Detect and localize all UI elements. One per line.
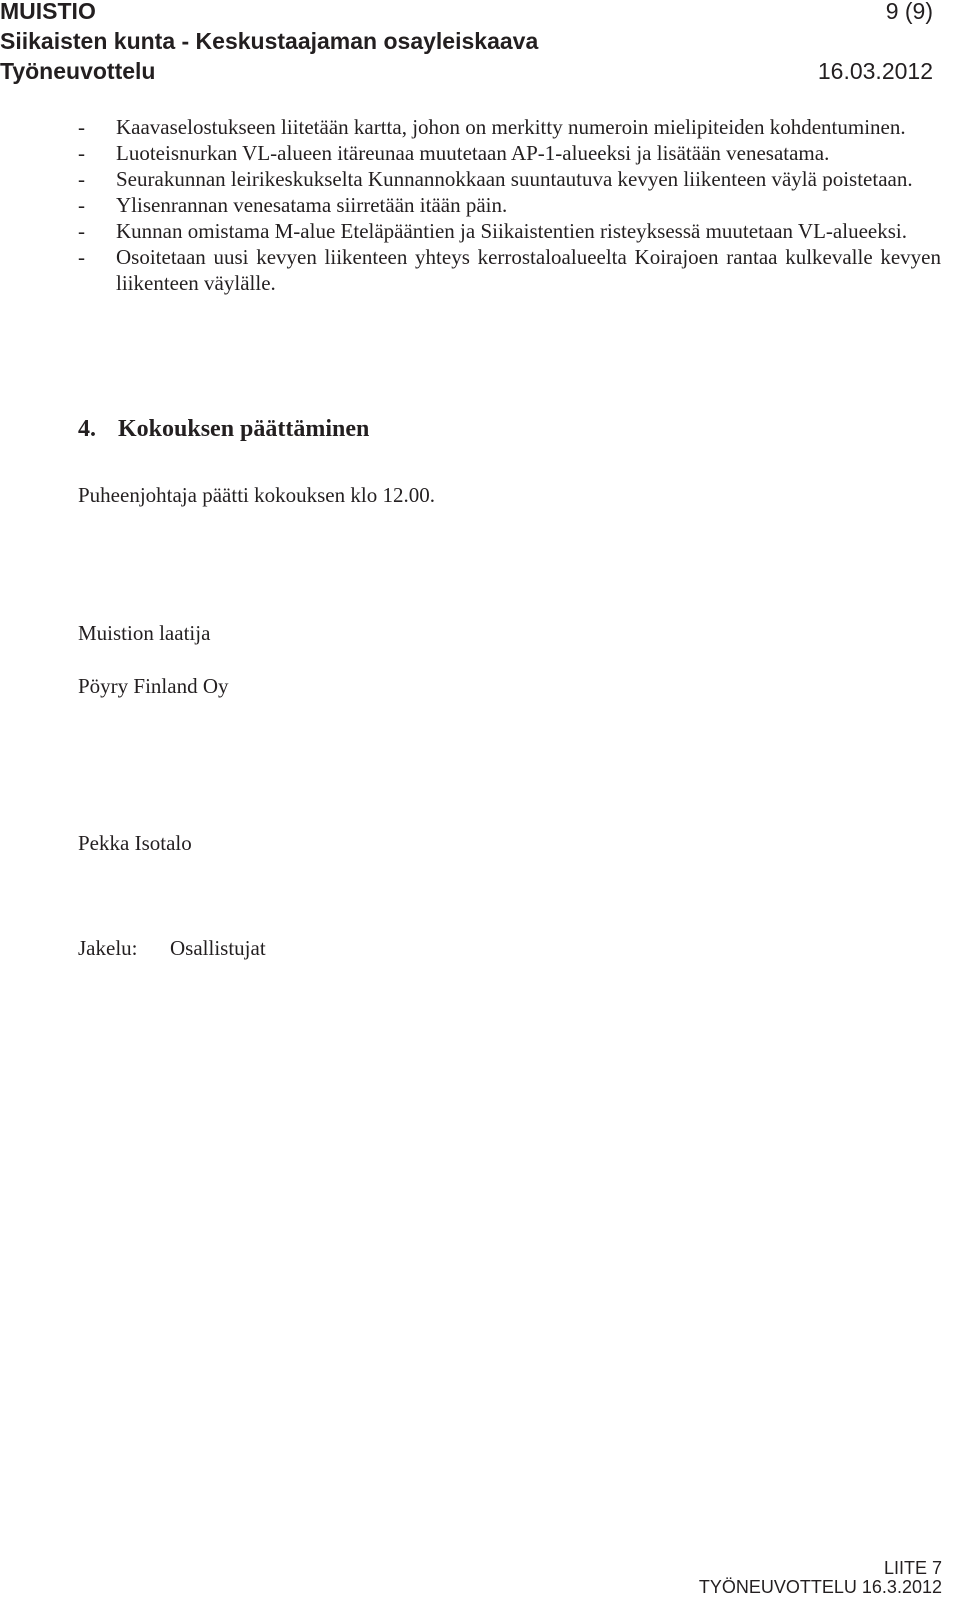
- list-item: [78, 166, 941, 192]
- distribution-value: Osallistujat: [170, 936, 266, 960]
- section-title: Kokouksen päättäminen: [118, 416, 370, 442]
- list-item-text: Seurakunnan leirikeskukselta Kunnannokkaan suuntautuva kevyen liikenteen väylä poistetaan.: [116, 167, 913, 191]
- meeting-title: Työneuvottelu: [0, 58, 156, 84]
- distribution-line: [78, 935, 266, 961]
- attachment-label: LIITE 7: [883, 1558, 942, 1578]
- author-company: Pöyry Finland Oy: [78, 674, 229, 698]
- list-item-text: Kaavaselostukseen liitetään kartta, johon on merkitty numeroin mielipiteiden kohdentuminen.: [116, 115, 906, 139]
- bullet-dash: -: [78, 167, 85, 191]
- list-item: [78, 140, 941, 166]
- author-name: Pekka Isotalo: [78, 831, 192, 855]
- list-item: [78, 244, 941, 296]
- list-item-text: Osoitetaan uusi kevyen liikenteen yhteys kerrostaloalueelta Koirajoen rantaa kulkevalle kevyen liikenteen väylälle.: [116, 245, 941, 295]
- bullet-dash: -: [78, 245, 85, 269]
- list-item-text: Ylisenrannan venesatama siirretään itään päin.: [116, 193, 508, 217]
- footer-reference: TYÖNEUVOTTELU 16.3.2012: [698, 1577, 942, 1597]
- header-date: 16.03.2012: [817, 58, 933, 84]
- list-item: [78, 114, 941, 140]
- list-item-text: Kunnan omistama M-alue Eteläpääntien ja Siikaistentien risteyksessä muutetaan VL-alueeksi.: [116, 219, 907, 243]
- list-item: [78, 218, 941, 244]
- author-role: Muistion laatija: [78, 621, 211, 645]
- list-item: [78, 192, 941, 218]
- document-type: MUISTIO: [0, 0, 96, 24]
- closing-statement: Puheenjohtaja päätti kokouksen klo 12.00.: [78, 483, 435, 507]
- bullet-dash: -: [78, 115, 85, 139]
- section-number: 4.: [78, 416, 96, 442]
- bullet-dash: -: [78, 141, 85, 165]
- page-number: 9 (9): [885, 0, 933, 24]
- project-title: Siikaisten kunta - Keskustaajaman osayleiskaava: [0, 28, 539, 54]
- bullet-dash: -: [78, 193, 85, 217]
- section-heading: [78, 414, 369, 444]
- decision-list: [78, 114, 941, 296]
- list-item-text: Luoteisnurkan VL-alueen itäreunaa muutetaan AP-1-alueeksi ja lisätään venesatama.: [116, 141, 830, 165]
- bullet-dash: -: [78, 219, 85, 243]
- distribution-label: Jakelu:: [78, 936, 138, 960]
